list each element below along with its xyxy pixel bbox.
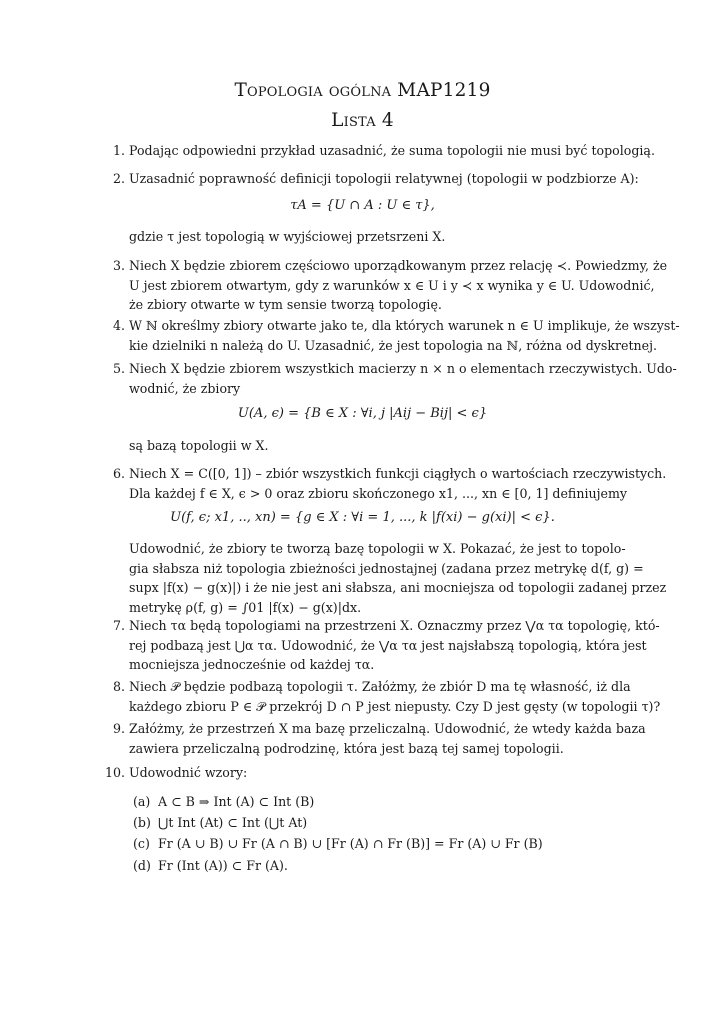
subitem-formula: Fr (Int (A)) ⊂ Fr (A). [158, 858, 288, 873]
problem-text: Niech X będzie zbiorem wszystkich macierzy n × n o elementach rzeczywistych. Udo- [129, 361, 677, 376]
formula-matrix-neighbourhood: U(A, ϵ) = {B ∈ X : ∀i, j |Aij − Bij| < ϵ} [237, 406, 488, 421]
course-title: Topologia ogólna MAP1219 [234, 80, 491, 101]
problem-text: każdego zbioru P ∈ 𝒫 przekrój D ∩ P jest niepusty. Czy D jest gęsty (w topologii τ)? [129, 698, 661, 714]
problem-text: mocniejsza jednocześnie od każdej τα. [129, 657, 375, 672]
subitem-c [133, 834, 543, 854]
problem-text: Podając odpowiedni przykład uzasadnić, że suma topologii nie musi być topologią. [129, 143, 655, 158]
problem-number: 3. [112, 258, 125, 273]
problem-text: Niech X = C([0, 1]) – zbiór wszystkich funkcji ciągłych o wartościach rzeczywistych. [129, 466, 667, 481]
problem-text: Niech X będzie zbiorem częściowo uporządkowanym przez relację ≺. Powiedzmy, że [129, 258, 668, 273]
problem-text: rej podbazą jest ⋃α τα. Udowodnić, że ⋁α τα jest najsłabszą topologią, która jest [129, 637, 647, 653]
problem-text: Udowodnić, że zbiory te tworzą bazę topologii w X. Pokazać, że jest to topolo- [129, 541, 626, 556]
problem-text: gia słabsza niż topologia zbieżności jednostajnej (zadana przez metrykę d(f, g) = [129, 560, 644, 576]
problem-text: metrykę ρ(f, g) = ∫01 |f(x) − g(x)|dx. [129, 599, 362, 615]
subitem-label: (c) [133, 836, 150, 851]
problem-text: W ℕ określmy zbiory otwarte jako te, dla których warunek n ∈ U implikuje, że wszyst- [129, 318, 680, 333]
problem-text: Uzasadnić poprawność definicji topologii relatywnej (topologii w podzbiorze A): [129, 171, 639, 186]
problem-text: Dla każdej f ∈ X, ϵ > 0 oraz zbioru skończonego x1, ..., xn ∈ [0, 1] definiujemy [129, 485, 628, 501]
problem-text: Niech τα będą topologiami na przestrzeni X. Oznaczmy przez ⋁α τα topologię, któ- [129, 618, 660, 633]
problem-text: Udowodnić wzory: [129, 765, 248, 780]
problem-text: zawiera przeliczalną podrodzinę, która jest bazą tej samej topologii. [129, 740, 564, 756]
problem-number: 9. [112, 721, 125, 736]
problem-text: są bazą topologii w X. [129, 438, 269, 453]
problem-text: że zbiory otwarte w tym sensie tworzą topologię. [129, 297, 442, 312]
subitem-label: (a) [133, 794, 151, 809]
list-title: Lista 4 [331, 110, 394, 131]
subitem-label: (d) [133, 858, 151, 873]
problem-text: gdzie τ jest topologią w wyjściowej przetsrzeni X. [129, 229, 446, 244]
problem-text: kie dzielniki n należą do U. Uzasadnić, że jest topologia na ℕ, różna od dyskretnej. [129, 337, 657, 353]
problem-text: supx |f(x) − g(x)|) i że nie jest ani słabsza, ani mocniejsza od topologii zadanej przez [129, 580, 667, 595]
problem-number: 4. [112, 318, 125, 333]
problem-number: 7. [112, 618, 125, 633]
problem-number: 10. [104, 765, 125, 780]
problem-text: Załóżmy, że przestrzeń X ma bazę przeliczalną. Udowodnić, że wtedy każda baza [129, 721, 646, 736]
problem-text: U jest zbiorem otwartym, gdy z warunków x ∈ U i y ≺ x wynika y ∈ U. Udowodnić, [129, 277, 655, 293]
subitem-formula: ⋃t Int (At) ⊂ Int (⋃t At) [158, 815, 308, 830]
formula-pointwise-neighbourhood: U(f, ϵ; x1, .., xn) = {g ∈ X : ∀i = 1, ..., k |f(xi) − g(xi)| < ϵ}. [170, 510, 555, 525]
problem-text: Niech 𝒫 będzie podbazą topologii τ. Załóżmy, że zbiór D ma tę własność, iż dla [129, 679, 631, 694]
subitem-formula: A ⊂ B ⇒ Int (A) ⊂ Int (B) [158, 794, 315, 809]
subitem-d [133, 856, 288, 876]
subitem-formula: Fr (A ∪ B) ∪ Fr (A ∩ B) ∪ [Fr (A) ∩ Fr (B)] = Fr (A) ∪ Fr (B) [158, 836, 543, 851]
problem-number: 5. [112, 361, 125, 376]
problem-text: wodnić, że zbiory [129, 380, 241, 396]
subitem-label: (b) [133, 815, 151, 830]
problem-number: 6. [112, 466, 125, 481]
formula-relative-topology: τA = {U ∩ A : U ∈ τ}, [290, 198, 435, 213]
subitem-b [133, 813, 307, 833]
problem-number: 1. [112, 143, 125, 158]
problem-number: 2. [112, 171, 125, 186]
subitem-a [133, 792, 314, 812]
problem-number: 8. [112, 679, 125, 694]
